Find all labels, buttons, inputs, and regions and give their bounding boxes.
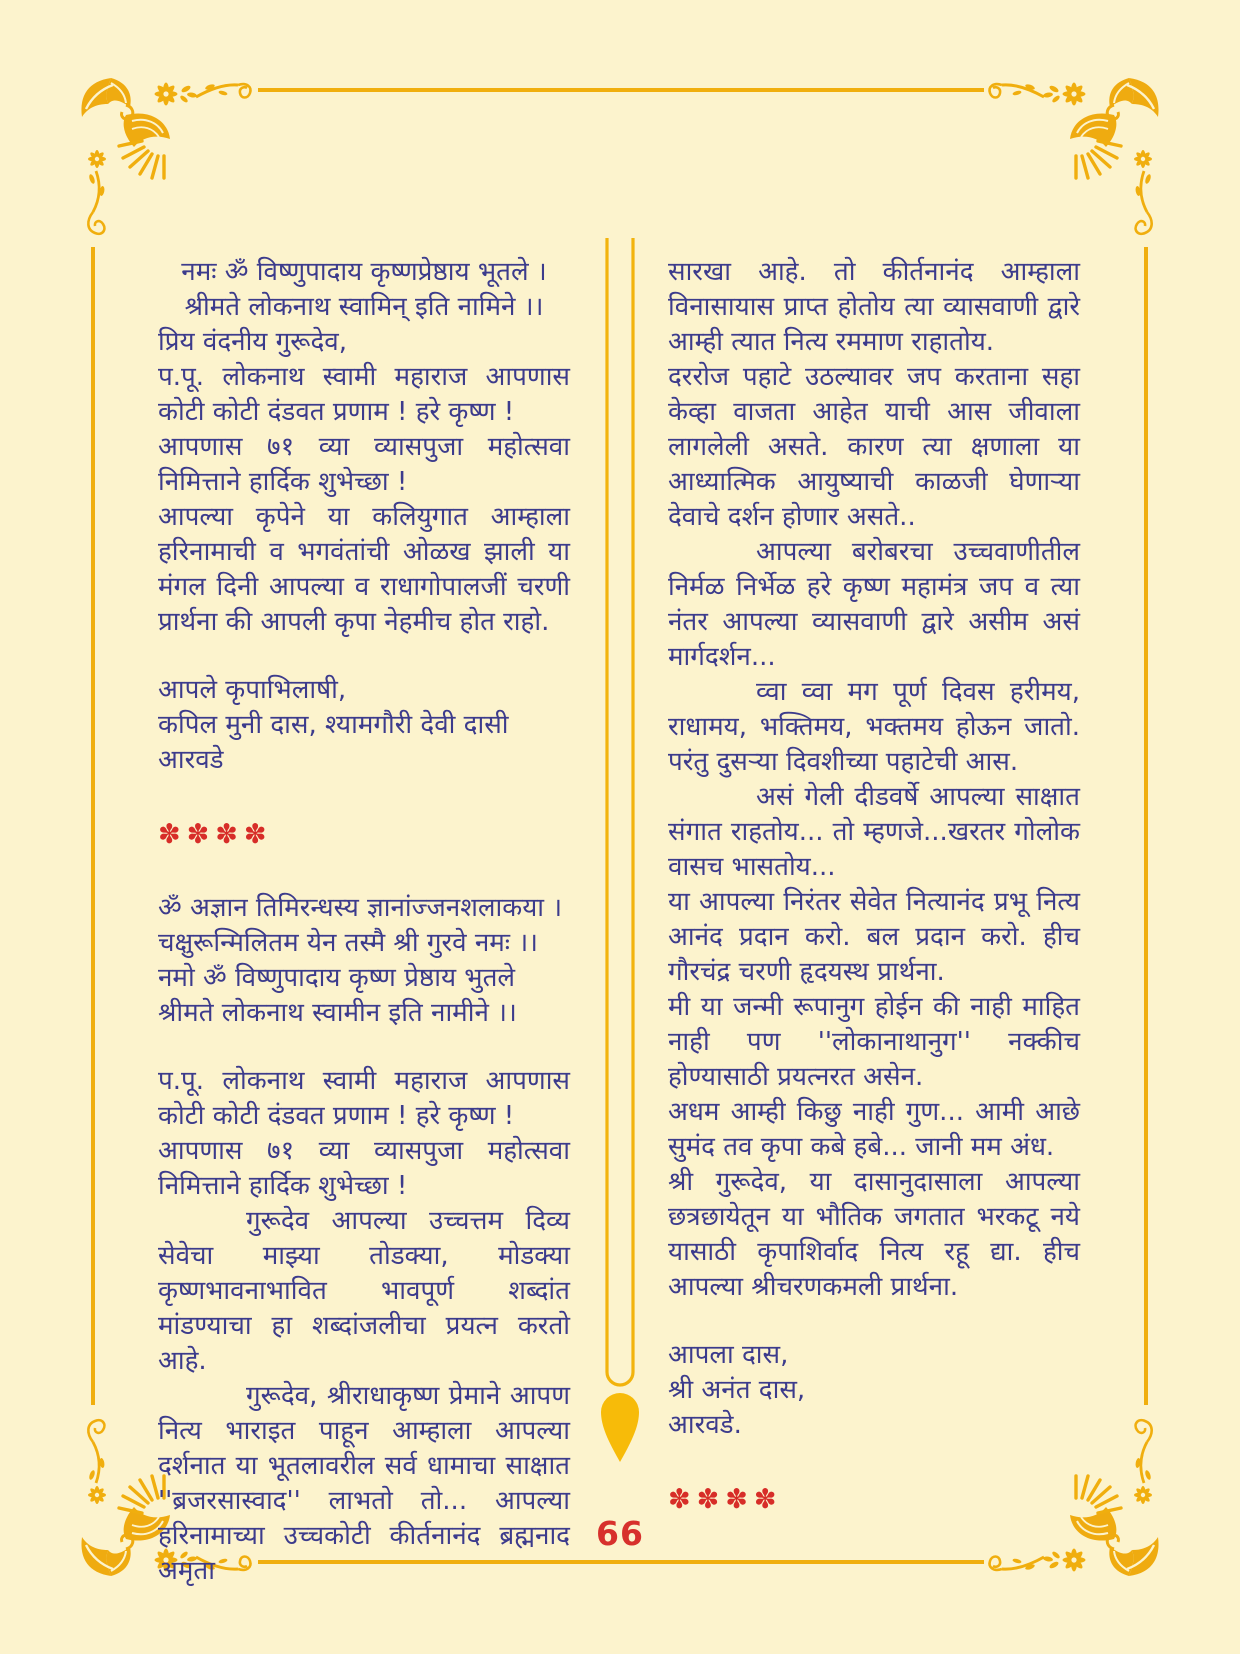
paragraph-spacer bbox=[158, 1031, 570, 1064]
paragraph: चक्षुरून्मिलितम येन तस्मै श्री गुरवे नमः ।। bbox=[158, 928, 539, 958]
paragraph: श्रीमते लोकनाथ स्वामीन इति नामीने ।। bbox=[158, 998, 517, 1028]
paragraph-spacer bbox=[668, 1443, 1080, 1476]
paragraph: प.पू. लोकनाथ स्वामी महाराज आपणास कोटी कोटी दंडवत प्रणाम ! हरे कृष्ण ! bbox=[158, 362, 570, 427]
paragraph: व्वा व्वा मग पूर्ण दिवस हरीमय, राधामय, भक्तिमय, भक्तमय होऊन जातो. परंतु दुसऱ्या दिवशीच्या पहाटेची आस. bbox=[668, 677, 1080, 777]
paragraph: नमो ॐ विष्णुपादाय कृष्ण प्रेष्ठाय भुतले bbox=[158, 963, 516, 993]
paragraph: गुरूदेव आपल्या उच्चत्तम दिव्य सेवेचा माझ्या तोडक्या, मोडक्या कृष्णभावनाभावित भावपूर्ण शब्दांत मांडण्याचा हा शब्दांजलीचा प्रयत्न करतो आहे. bbox=[158, 1206, 570, 1376]
paragraph-spacer bbox=[668, 1305, 1080, 1338]
paragraph: नमः ॐ विष्णुपादाय कृष्णप्रेष्ठाय भूतले । bbox=[181, 257, 547, 287]
paragraph: गुरूदेव, श्रीराधाकृष्ण प्रेमाने आपण नित्य भाराइत पाहून आम्हाला आपल्या दर्शनात या भूतलावरील सर्व धामाचा साक्षात ''ब्रजरसास्वाद'' लाभतो तो... आपल्या हरिनामाच्या उच्चकोटी कीर्तनानंद ब्रह्मनाद अमृता bbox=[158, 1381, 570, 1586]
paragraph-spacer bbox=[158, 778, 570, 811]
paragraph: मी या जन्मी रूपानुग होईन की नाही माहित नाही पण ''लोकानाथानुग'' नक्कीच होण्यासाठी प्रयत्नरत असेन. bbox=[668, 992, 1080, 1092]
paragraph: ॐ अज्ञान तिमिरन्धस्य ज्ञानांज्जनशलाकया । bbox=[158, 893, 563, 923]
paragraph: असं गेली दीडवर्षे आपल्या साक्षात संगात राहतोय... तो म्हणजे...खरतर गोलोक वासच भासतोय... bbox=[668, 782, 1080, 882]
paragraph: आपणास ७१ व्या व्यासपुजा महोत्सवा निमित्ताने हार्दिक शुभेच्छा ! bbox=[158, 432, 570, 497]
paragraph: सारखा आहे. तो कीर्तनानंद आम्हाला विनासायास प्राप्त होतोय त्या व्यासवाणी द्वारे आम्ही त्यात नित्य रममाण राहातोय. bbox=[668, 257, 1080, 357]
paragraph: प.पू. लोकनाथ स्वामी महाराज आपणास कोटी कोटी दंडवत प्रणाम ! हरे कृष्ण ! bbox=[158, 1066, 570, 1131]
paragraph: आपणास ७१ व्या व्यासपुजा महोत्सवा निमित्ताने हार्दिक शुभेच्छा ! bbox=[158, 1136, 570, 1201]
paragraph: अधम आम्ही किछु नाही गुण... आमी आछे सुमंद तव कृपा कबे हबे... जानी मम अंध. bbox=[668, 1097, 1080, 1162]
separator-asterisks: ✽✽✽✽ bbox=[158, 819, 273, 850]
paragraph: श्री गुरूदेव, या दासानुदासाला आपल्या छत्रछायेतून या भौतिक जगतात भरकटू नये यासाठी कृपाशिर्वाद नित्य रहू द्या. हीच आपल्या श्रीचरणकमली प्रार्थना. bbox=[668, 1167, 1080, 1302]
left-column bbox=[158, 255, 570, 1589]
paragraph: आरवडे bbox=[158, 745, 224, 775]
paragraph: आपल्या बरोबरचा उच्चवाणीतील निर्मळ निर्भेळ हरे कृष्ण महामंत्र जप व त्या नंतर आपल्या व्यासवाणी द्वारे असीम असं मार्गदर्शन... bbox=[668, 537, 1080, 672]
paragraph: दररोज पहाटे उठल्यावर जप करताना सहा केव्हा वाजता आहेत याची आस जीवाला लागलेली असते. कारण त्या क्षणाला या आध्यात्मिक आयुष्याची काळजी घेणाऱ्या देवाचे दर्शन होणार असते.. bbox=[668, 362, 1080, 532]
paragraph: श्रीमते लोकनाथ स्वामिन् इति नामिने ।। bbox=[184, 292, 544, 322]
paragraph: आपला दास, bbox=[668, 1340, 789, 1370]
right-column bbox=[668, 255, 1080, 1523]
paragraph: आपले कृपाभिलाषी, bbox=[158, 675, 347, 705]
paragraph: प्रिय वंदनीय गुरूदेव, bbox=[158, 327, 348, 357]
paragraph: आरवडे. bbox=[668, 1410, 742, 1440]
paragraph-spacer bbox=[158, 858, 570, 891]
page-number: 66 bbox=[596, 1514, 644, 1553]
paragraph-spacer bbox=[158, 640, 570, 673]
separator-asterisks: ✽✽✽✽ bbox=[668, 1484, 783, 1515]
paragraph: या आपल्या निरंतर सेवेत नित्यानंद प्रभू नित्य आनंद प्रदान करो. बल प्रदान करो. हीच गौरचंद्र चरणी हृदयस्थ प्रार्थना. bbox=[668, 887, 1080, 987]
paragraph: कपिल मुनी दास, श्यामगौरी देवी दासी bbox=[158, 710, 509, 740]
paragraph: आपल्या कृपेने या कलियुगात आम्हाला हरिनामाची व भगवंतांची ओळख झाली या मंगल दिनी आपल्या व राधागोपालजीं चरणी प्रार्थना की आपली कृपा नेहमीच होत राहो. bbox=[158, 502, 570, 637]
paragraph: श्री अनंत दास, bbox=[668, 1375, 806, 1405]
